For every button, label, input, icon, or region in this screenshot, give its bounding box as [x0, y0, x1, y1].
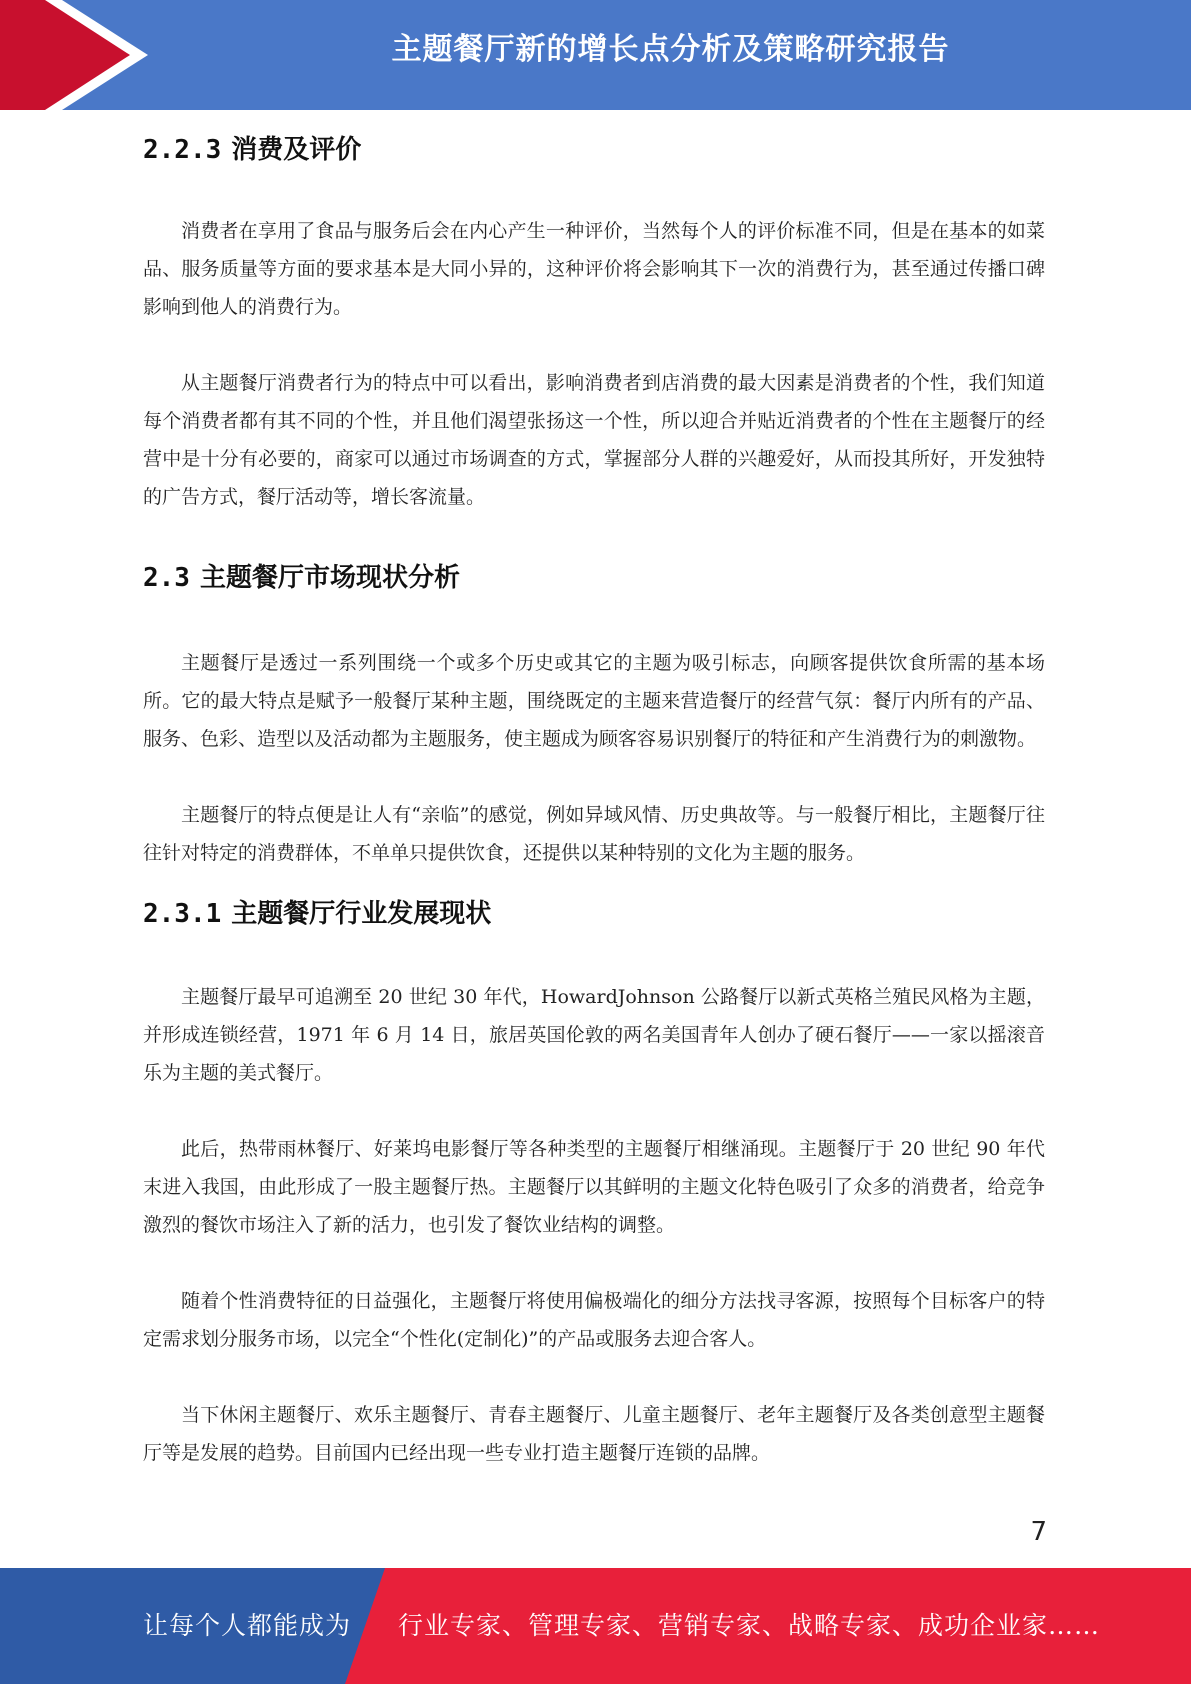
paragraph: 主题餐厅最早可追溯至 20 世纪 30 年代，HowardJohnson 公路餐厅以新式英格兰殖民风格为主题，并形成连锁经营，1971 年 6 月 14 日，旅居英国伦敦的两名美国青年人创办了硬石餐厅——一家以摇滚音乐为主题的美式餐厅。: [143, 986, 1045, 1084]
header-arrow-decoration: [0, 0, 160, 110]
paragraph: 当下休闲主题餐厅、欢乐主题餐厅、青春主题餐厅、儿童主题餐厅、老年主题餐厅及各类创意型主题餐厅等是发展的趋势。目前国内已经出现一些专业打造主题餐厅连锁的品牌。: [143, 1404, 1045, 1464]
section-number: 2.2.3: [143, 135, 222, 165]
paragraph: 主题餐厅的特点便是让人有“亲临”的感觉，例如异域风情、历史典故等。与一般餐厅相比，主题餐厅往往针对特定的消费群体，不单单只提供饮食，还提供以某种特别的文化为主题的服务。: [143, 804, 1045, 864]
section-title: 主题餐厅市场现状分析: [199, 563, 460, 593]
section-number: 2.3: [143, 563, 190, 593]
paragraph: 随着个性消费特征的日益强化，主题餐厅将使用偏极端化的细分方法找寻客源，按照每个目标客户的特定需求划分服务市场，以完全“个性化(定制化)”的产品或服务去迎合客人。: [143, 1290, 1045, 1350]
footer-slogan-right: 行业专家、管理专家、营销专家、战略专家、成功企业家……: [398, 1611, 1101, 1640]
page-number: 7: [1030, 1517, 1047, 1547]
footer-banner: [0, 1568, 1191, 1684]
section-title: 主题餐厅行业发展现状: [231, 899, 492, 929]
section-heading-2-3-1: [143, 896, 1045, 932]
paragraph: 此后，热带雨林餐厅、好莱坞电影餐厅等各种类型的主题餐厅相继涌现。主题餐厅于 20 世纪 90 年代末进入我国，由此形成了一股主题餐厅热。主题餐厅以其鲜明的主题文化特色吸引了众多的消费者，给竞争激烈的餐饮市场注入了新的活力，也引发了餐饮业结构的调整。: [143, 1138, 1045, 1236]
document-title: 主题餐厅新的增长点分析及策略研究报告: [391, 32, 950, 67]
header-banner: [0, 0, 1191, 110]
paragraph: 主题餐厅是透过一系列围绕一个或多个历史或其它的主题为吸引标志，向顾客提供饮食所需的基本场所。它的最大特点是赋予一般餐厅某种主题，围绕既定的主题来营造餐厅的经营气氛：餐厅内所有的产品、服务、色彩、造型以及活动都为主题服务，使主题成为顾客容易识别餐厅的特征和产生消费行为的刺激物。: [143, 652, 1045, 750]
section-title: 消费及评价: [231, 135, 362, 165]
page-content: [143, 110, 1045, 1472]
paragraph: 从主题餐厅消费者行为的特点中可以看出，影响消费者到店消费的最大因素是消费者的个性，我们知道每个消费者都有其不同的个性，并且他们渴望张扬这一个性，所以迎合并贴近消费者的个性在主题餐厅的经营中是十分有必要的，商家可以通过市场调查的方式，掌握部分人群的兴趣爱好，从而投其所好，开发独特的广告方式，餐厅活动等，增长客流量。: [143, 372, 1045, 508]
paragraph: 消费者在享用了食品与服务后会在内心产生一种评价，当然每个人的评价标准不同，但是在基本的如菜品、服务质量等方面的要求基本是大同小异的，这种评价将会影响其下一次的消费行为，甚至通过传播口碑影响到他人的消费行为。: [143, 220, 1045, 318]
section-number: 2.3.1: [143, 899, 222, 929]
section-heading-2-3: [143, 560, 1045, 596]
footer-slogan-left: 让每个人都能成为: [143, 1611, 352, 1640]
section-heading-2-2-3: [143, 132, 1045, 168]
